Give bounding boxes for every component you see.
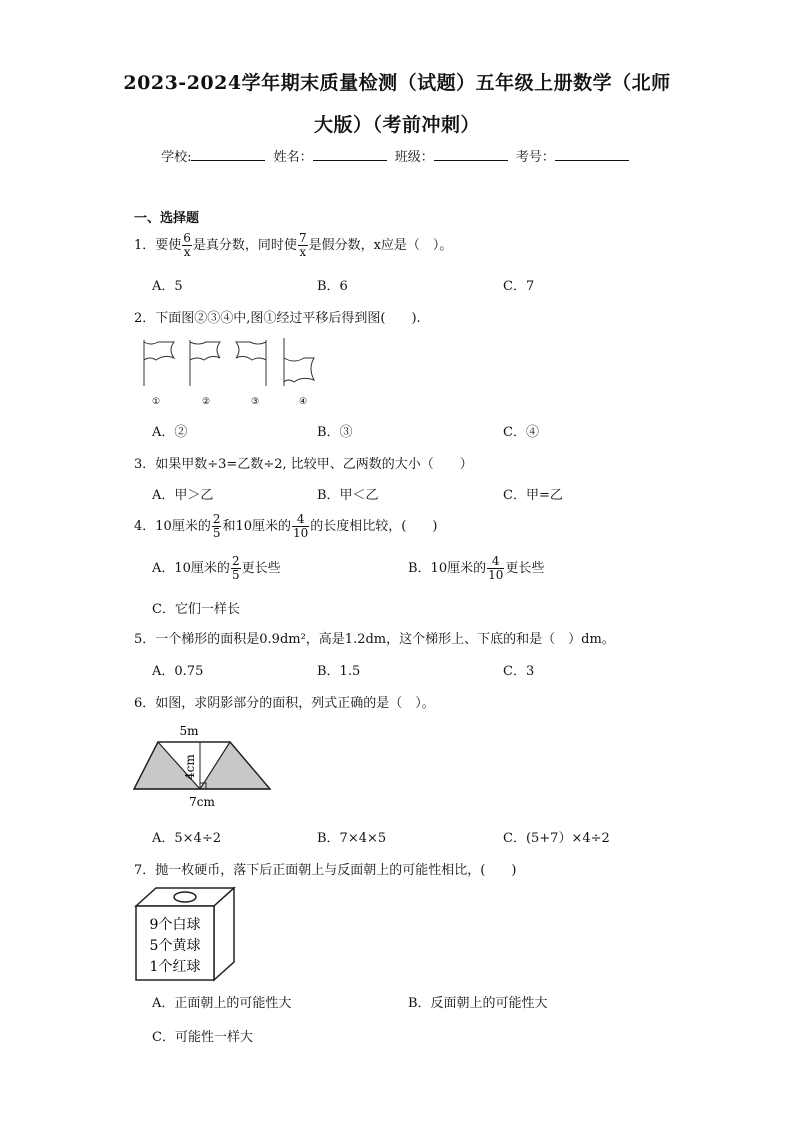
q4-a-num: 2 (231, 554, 240, 568)
section-heading: 一、选择题 (134, 211, 200, 226)
q4-b-den: 10 (488, 568, 504, 582)
page-title-line1: 2023-2024学年期末质量检测（试题）五年级上册数学（北师 (123, 72, 671, 94)
box-line-yellow: 5个黄球 (149, 938, 201, 954)
trapezoid-figure (130, 722, 280, 814)
trapezoid-top-label: 5m (179, 724, 199, 738)
flag-2-cloth (190, 342, 220, 360)
question-1 (134, 232, 452, 259)
name-blank[interactable] (313, 148, 387, 161)
q6-option-a[interactable]: A．5×4÷2 (152, 831, 221, 846)
q4-fraction-1 (212, 513, 222, 540)
trapezoid-bottom-label: 7cm (189, 795, 215, 809)
question-5: 5．一个梯形的面积是0.9dm²，高是1.2dm，这个梯形上、下底的和是（ ）dm。 (134, 632, 615, 647)
q4-a-fraction (231, 555, 241, 582)
q4-b-pre: B．10厘米的 (408, 561, 487, 576)
q5-option-c[interactable]: C．3 (503, 664, 535, 679)
q1-option-b[interactable]: B．6 (317, 279, 348, 294)
question-3: 3．如果甲数÷3=乙数÷2, 比较甲、乙两数的大小（ ） (134, 457, 473, 472)
q3-option-b[interactable]: B．甲＜乙 (317, 488, 379, 503)
q4-text-post: 的长度相比较，( ) (310, 519, 438, 534)
q1-text-post: 是假分数，x应是（ ）。 (308, 238, 453, 253)
box-slot-icon (174, 892, 196, 902)
q4-text-mid: 和10厘米的 (222, 519, 292, 534)
q4-option-a[interactable] (152, 555, 281, 582)
flag-4-cloth (284, 358, 314, 382)
q4-f1-den: 5 (212, 526, 221, 540)
q4-option-c[interactable]: C．它们一样长 (152, 602, 240, 617)
class-label: 班级： (394, 150, 434, 165)
q1-f1-num: 6 (183, 231, 191, 245)
q4-f2-num: 4 (292, 513, 309, 527)
flag-3-label: ③ (250, 397, 260, 407)
q4-b-num: 4 (487, 555, 504, 569)
q2-option-c[interactable]: C．④ (503, 425, 539, 440)
q6-option-c[interactable]: C．(5+7）×4÷2 (503, 831, 610, 846)
q4-b-post: 更长些 (505, 561, 545, 576)
q2-option-b[interactable]: B．③ (317, 425, 353, 440)
school-label: 学校: (161, 150, 192, 165)
flag-figures (138, 336, 338, 408)
q1-f2-num: 7 (298, 231, 307, 245)
q2-option-a[interactable]: A．② (152, 425, 188, 440)
q7-option-a[interactable]: A．正面朝上的可能性大 (152, 996, 292, 1011)
flag-2-label: ② (201, 397, 211, 407)
q3-option-c[interactable]: C．甲=乙 (503, 488, 563, 503)
class-blank[interactable] (434, 148, 508, 161)
number-label: 考号： (515, 150, 555, 165)
box-line-red: 1个红球 (149, 959, 201, 975)
flag-1-label: ① (151, 397, 161, 407)
page-title-line2: 大版）（考前冲刺） (313, 114, 480, 136)
q1-text-mid: 是真分数，同时使 (192, 238, 297, 253)
q1-option-c[interactable]: C．7 (503, 279, 535, 294)
q7-option-b[interactable]: B．反面朝上的可能性大 (408, 996, 548, 1011)
question-6: 6．如图，求阴影部分的面积，列式正确的是（ ）。 (134, 696, 435, 711)
number-blank[interactable] (555, 148, 629, 161)
q1-f2-den: x (299, 245, 307, 259)
q1-fraction-1 (182, 232, 192, 259)
q1-f1-den: x (183, 245, 191, 259)
student-info-fields (0, 146, 794, 165)
q1-text-pre: 1．要使 (134, 238, 182, 253)
q4-a-den: 5 (231, 568, 240, 582)
flag-3-cloth (236, 342, 266, 360)
question-7: 7．抛一枚硬币，落下后正面朝上与反面朝上的可能性相比，( ) (134, 863, 517, 878)
q7-option-c[interactable]: C．可能性一样大 (152, 1030, 253, 1045)
q4-text-pre: 4．10厘米的 (134, 519, 211, 534)
q4-a-post: 更长些 (241, 561, 281, 576)
name-label: 姓名： (273, 150, 313, 165)
q4-b-fraction (487, 555, 504, 582)
question-2: 2．下面图②③④中,图①经过平移后得到图( ). (134, 311, 421, 326)
flag-4-label: ④ (298, 397, 308, 407)
q4-f2-den: 10 (293, 526, 309, 540)
q5-option-b[interactable]: B．1.5 (317, 664, 361, 679)
school-blank[interactable] (191, 148, 265, 161)
q6-option-b[interactable]: B．7×4×5 (317, 831, 387, 846)
flag-1-cloth (144, 342, 174, 360)
q1-option-a[interactable]: A．5 (152, 279, 183, 294)
q1-fraction-2 (298, 232, 308, 259)
question-4 (134, 513, 437, 540)
ball-box-figure (134, 884, 238, 984)
height-label: 4cm (183, 754, 197, 780)
q3-option-a[interactable]: A．甲＞乙 (152, 488, 214, 503)
q4-fraction-2 (292, 513, 309, 540)
q4-option-b[interactable] (408, 555, 544, 582)
right-shaded-triangle (200, 742, 270, 789)
q5-option-a[interactable]: A．0.75 (152, 664, 204, 679)
q4-f1-num: 2 (212, 512, 221, 526)
q4-a-pre: A．10厘米的 (152, 561, 230, 576)
box-line-white: 9个白球 (149, 917, 201, 933)
